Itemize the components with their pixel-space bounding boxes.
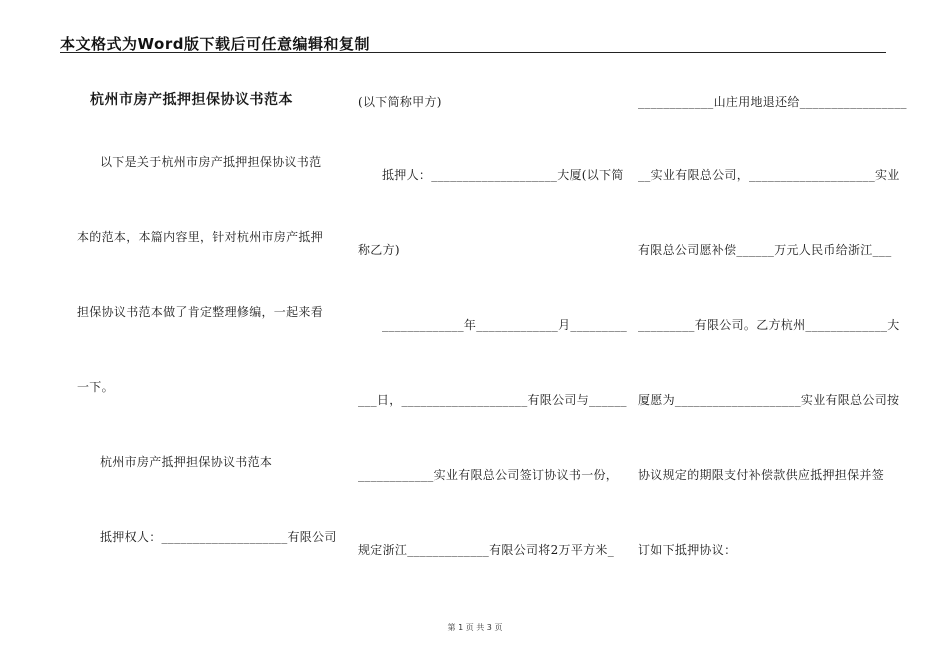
paragraph-line: 抵押权人：____________________有限公司	[100, 530, 337, 544]
page-number: 第 1 页 共 3 页	[447, 623, 503, 632]
paragraph-line: 厦愿为____________________实业有限总公司按	[638, 393, 900, 407]
paragraph-line: ___日，____________________有限公司与______	[358, 393, 627, 407]
header-divider	[60, 52, 886, 53]
paragraph-line: (以下简称甲方)	[358, 95, 442, 109]
paragraph-line: 一下。	[77, 380, 114, 394]
paragraph-line: ____________山庄用地退还给_________________	[638, 95, 907, 109]
paragraph-line: 规定浙江_____________有限公司将2万平方米_	[358, 543, 615, 557]
paragraph-line: _________有限公司。乙方杭州_____________大	[638, 318, 900, 332]
paragraph-line: 有限总公司愿补偿______万元人民币给浙江___	[638, 243, 892, 257]
paragraph-line: 本的范本，本篇内容里，针对杭州市房产抵押	[77, 230, 324, 244]
paragraph-line: 订如下抵押协议：	[638, 543, 737, 557]
paragraph-line: _____________年_____________月_________	[382, 318, 628, 332]
paragraph-line: ____________实业有限总公司签订协议书一份，	[358, 468, 619, 482]
paragraph-line: 以下是关于杭州市房产抵押担保协议书范	[100, 155, 322, 169]
paragraph-line: 协议规定的期限支付补偿款供应抵押担保并签	[638, 468, 885, 482]
header-text: 本文格式为Word版下载后可任意编辑和复制	[60, 35, 370, 53]
paragraph-line: 称乙方)	[358, 243, 400, 257]
paragraph-line: 担保协议书范本做了肯定整理修编，一起来看	[77, 305, 324, 319]
paragraph-line: 抵押人：____________________大厦(以下简	[382, 168, 624, 182]
document-title: 杭州市房产抵押担保协议书范本	[90, 92, 293, 108]
paragraph-line: __实业有限总公司，____________________实业	[638, 168, 900, 182]
section-heading: 杭州市房产抵押担保协议书范本	[100, 455, 273, 469]
